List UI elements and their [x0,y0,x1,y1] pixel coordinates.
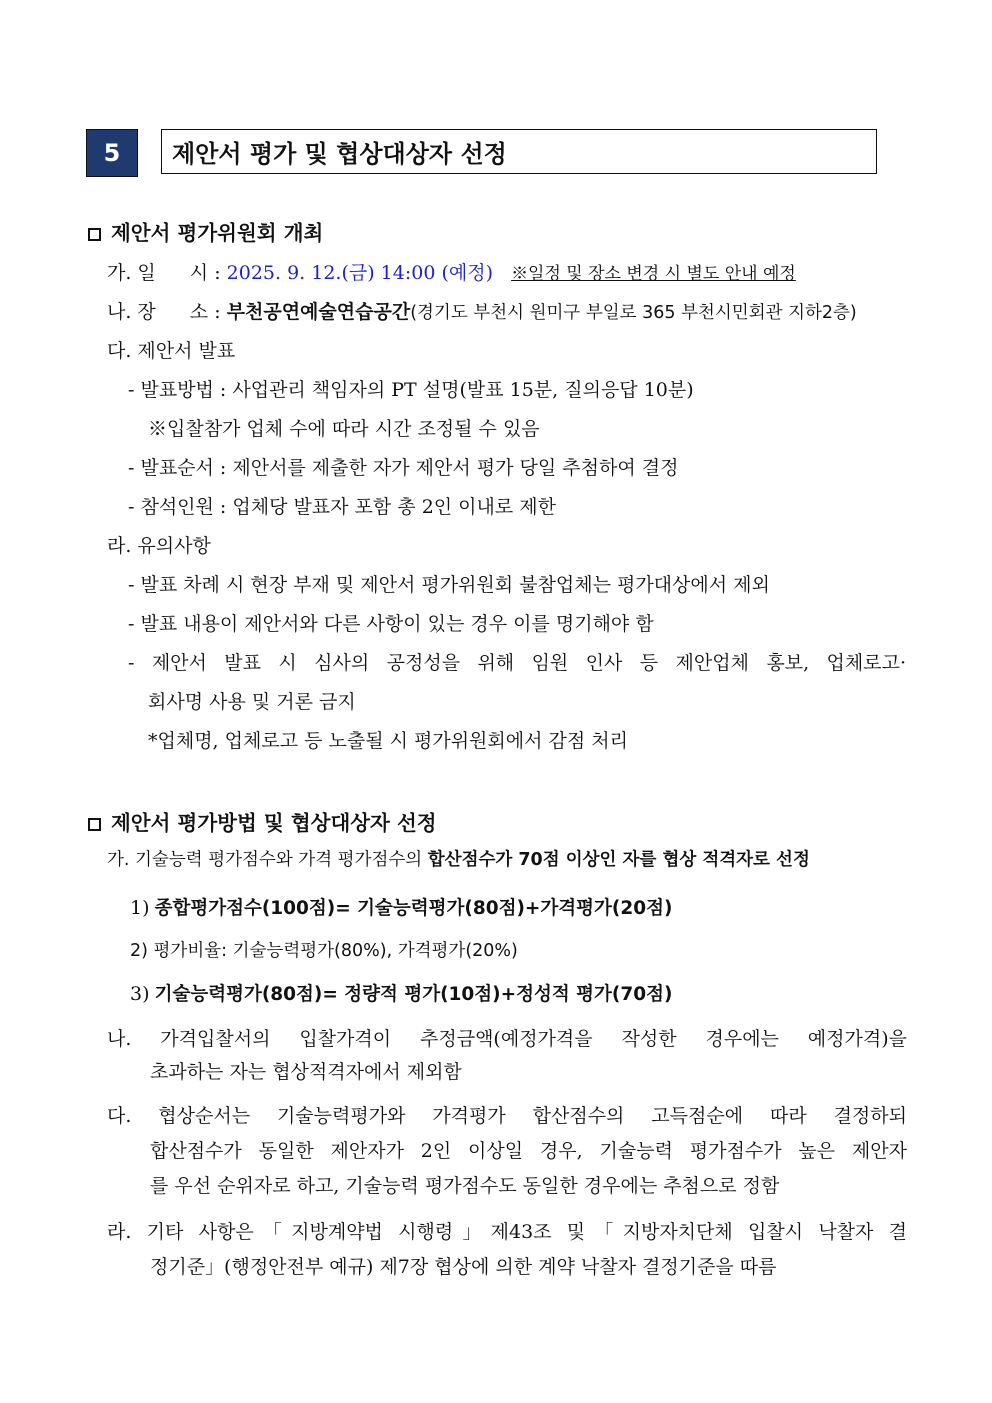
caution-item-1: - 발표 차례 시 현장 부재 및 제안서 평가위원회 불참업체는 평가대상에서 제외 [128,574,770,596]
checkbox-square-icon [88,818,101,831]
venue-label-2: 소 : [189,301,221,323]
negotiation-order-line-3: 를 우선 순위자로 하고, 기술능력 평가점수도 동일한 경우에는 추첨으로 정함 [150,1175,780,1197]
score-item-3-num: 3) [130,983,150,1005]
schedule-label-2: 시 : [189,262,221,284]
caution-note: *업체명, 업체로고 등 노출될 시 평가위원회에서 감점 처리 [148,730,628,752]
caution-item-3-cont: 회사명 사용 및 거론 금지 [148,691,356,713]
section2-heading-row [88,806,437,836]
eligibility-criteria: 합산점수가 70점 이상인 자를 협상 적격자로 선정 [427,850,810,870]
schedule-note: ※일정 및 장소 변경 시 별도 안내 예정 [511,264,796,284]
price-exclusion-line-1: 나. 가격입찰서의 입찰가격이 추정금액(예정가격을 작성한 경우에는 예정가격)을 [107,1028,907,1050]
section2-heading: 제안서 평가방법 및 협상대상자 선정 [111,811,437,835]
presentation-order: - 발표순서 : 제안서를 제출한 자가 제안서 평가 당일 추첨하여 결정 [128,457,679,479]
checkbox-square-icon [88,228,101,241]
presentation-title: 다. 제안서 발표 [107,340,236,362]
score-item-2: 2) 평가비율: 기술능력평가(80%), 가격평가(20%) [130,941,518,961]
caution-item-3: - 제안서 발표 시 심사의 공정성을 위해 임원 인사 등 제안업체 홍보, 업체로고· [128,652,906,674]
other-matters-line-2: 정기준」(행정안전부 예규) 제7장 협상에 의한 계약 낙찰자 결정기준을 따름 [150,1256,777,1278]
venue-detail: (경기도 부천시 원미구 부일로 365 부천시민회관 지하2층) [410,303,857,323]
score-item-1-text: 종합평가점수(100점)= 기술능력평가(80점)+가격평가(20점) [154,898,673,919]
venue-label: 나. 장 [107,301,156,323]
other-matters-line-1: 라. 기타 사항은「지방계약법 시행령」제43조 및「지방자치단체 입찰시 낙찰자 결 [107,1221,907,1243]
score-item-1 [130,894,672,920]
schedule-label: 가. 일 [107,262,156,284]
presentation-attendees: - 참석인원 : 업체당 발표자 포함 총 2인 이내로 제한 [128,496,556,518]
negotiation-order-line-1: 다. 협상순서는 기술능력평가와 가격평가 합산점수의 고득점순에 따라 결정하되 [107,1105,907,1127]
presentation-method: - 발표방법 : 사업관리 책임자의 PT 설명(발표 15분, 질의응답 10분) [128,379,694,401]
cautions-title: 라. 유의사항 [107,535,211,557]
score-item-3-text: 기술능력평가(80점)= 정량적 평가(10점)+정성적 평가(70점) [154,984,673,1005]
score-item-3 [130,980,672,1006]
score-item-1-num: 1) [130,897,150,919]
schedule-row [107,258,796,285]
section-number-badge: 5 [86,129,138,177]
negotiation-order-line-2: 합산점수가 동일한 제안자가 2인 이상일 경우, 기술능력 평가점수가 높은 제안자 [150,1140,907,1162]
caution-item-2: - 발표 내용이 제안서와 다른 사항이 있는 경우 이를 명기해야 함 [128,613,654,635]
schedule-value: 2025. 9. 12.(금) 14:00 (예정) [226,262,494,284]
price-exclusion-line-2: 초과하는 자는 협상적격자에서 제외함 [150,1061,462,1083]
eligibility-prefix: 가. 기술능력 평가점수와 가격 평가점수의 [107,850,428,870]
eligibility-row [107,846,810,871]
venue-value: 부천공연예술연습공간 [226,301,411,323]
section1-heading-row [88,216,323,246]
section1-heading: 제안서 평가위원회 개최 [111,221,324,245]
section-title: 제안서 평가 및 협상대상자 선정 [161,129,877,174]
presentation-method-note: ※입찰참가 업체 수에 따라 시간 조정될 수 있음 [148,418,540,440]
venue-row [107,297,857,324]
